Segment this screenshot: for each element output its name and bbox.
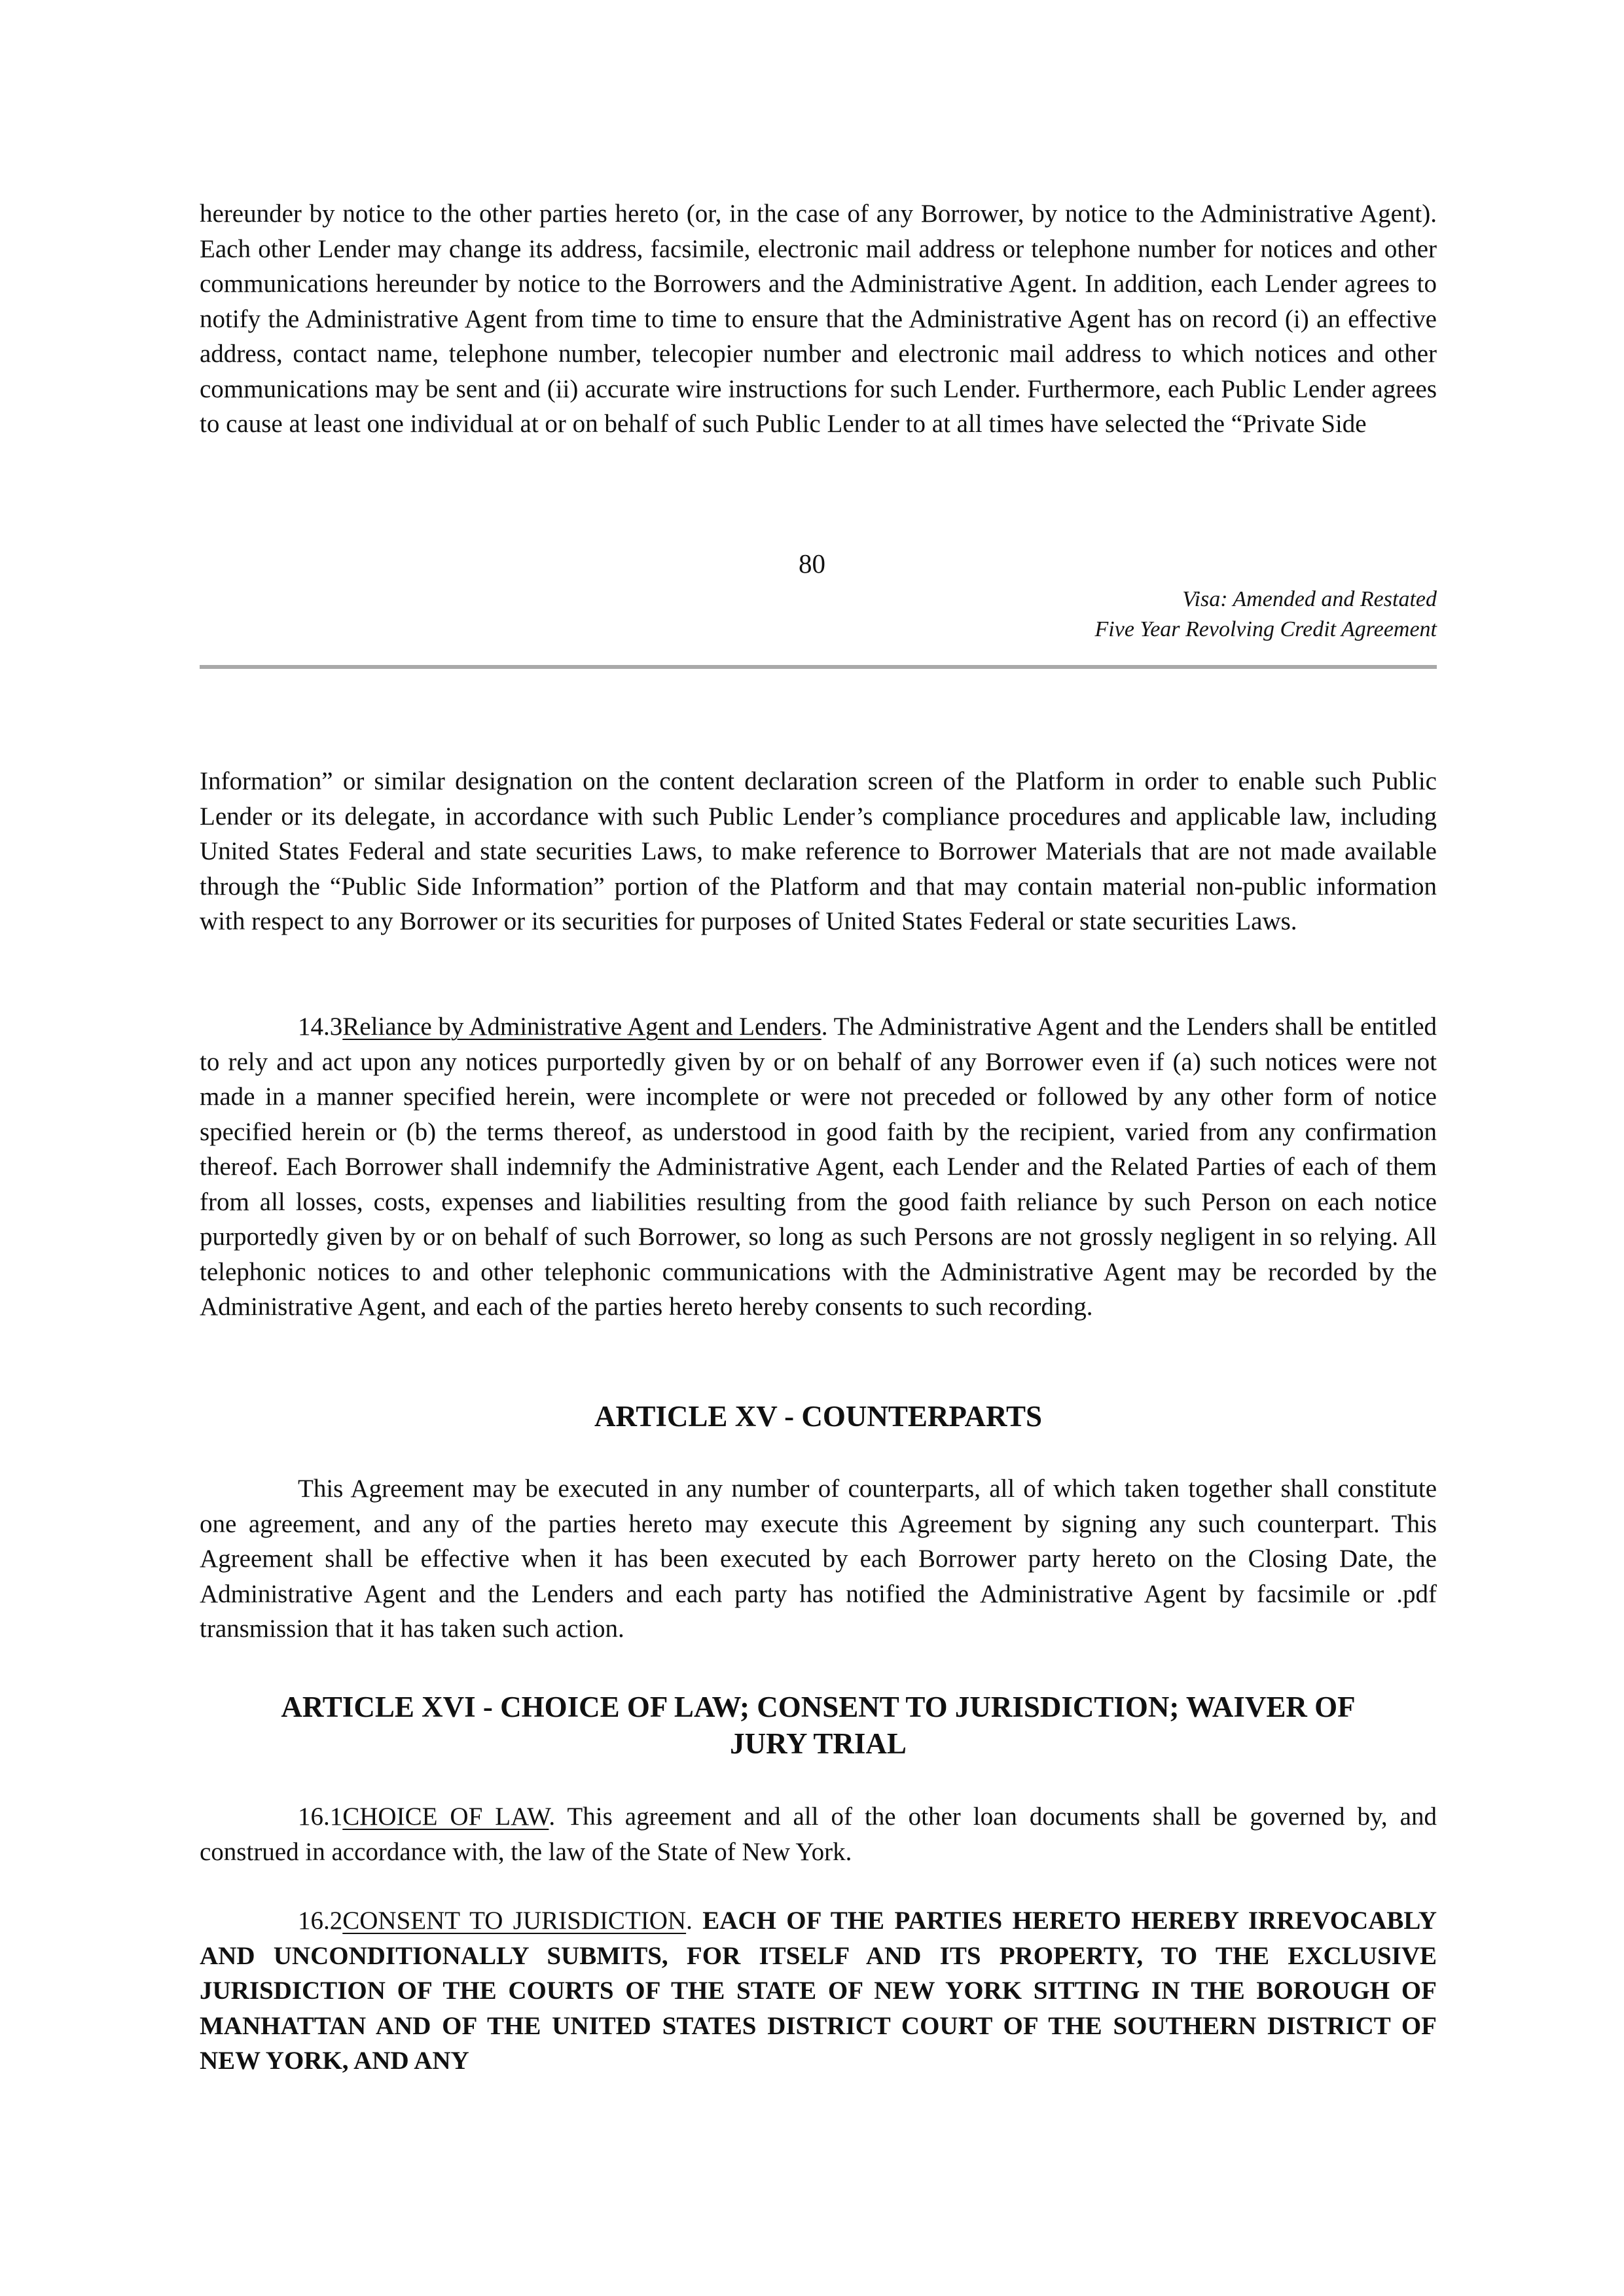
paragraph-notices-continued: hereunder by notice to the other parties hereto (or, in the case of any Borrower, by notice to the Administrative Agent). Each other Lender may change its address, facsimile, electronic mail address or telephone number for notices and other communications hereunder by notice to the Borrowers and the Administrative Agent. In addition, each Lender agrees to notify the Administrative Agent from time to time to ensure that the Administrative Agent has on record (i) an effective address, contact name, telephone number, telecopier number and electronic mail address to which notices and other communications may be sent and (ii) accurate wire instructions for such Lender. Furthermore, each Public Lender agrees to cause at least one individual at or on behalf of such Public Lender to at all times have selected the “Private Side [200, 200, 1437, 438]
section-14-3-body: . The Administrative Agent and the Lenders shall be entitled to rely and act upon any notices purportedly given by or on behalf of any Borrower even if (a) such notices were not made in a manner specified herein, were incomplete or were not preceded or followed by any other form of notice specified herein or (b) the terms thereof, as understood in good faith by the recipient, varied from any confirmation thereof. Each Borrower shall indemnify the Administrative Agent, each Lender and the Related Parties of each of them from all losses, costs, expenses and liabilities resulting from the good faith reliance by such Person on each notice purportedly given by or on behalf of such Borrower, so long as such Persons are not grossly negligent in so relying. All telephonic notices to and other telephonic communications with the Administrative Agent may be recorded by the Administrative Agent, and each of the parties hereto hereby consents to such recording. [200, 1013, 1437, 1321]
article-16-heading [200, 1689, 1437, 1762]
article-15-heading: ARTICLE XV - COUNTERPARTS [594, 1400, 1042, 1433]
section-16-2-number: 16.2 [298, 1907, 343, 1935]
section-16-1-body: . This agreement and all of the other loan documents shall be governed by, and construed in accordance with, the law of the State of New York. [200, 1803, 1437, 1866]
page-number: 80 [799, 548, 825, 579]
section-16-2-title: CONSENT TO JURISDICTION [342, 1907, 687, 1935]
section-16-1 [200, 1799, 1437, 1869]
footer-title-line2: Five Year Revolving Credit Agreement [1094, 617, 1437, 641]
article-15-body: This Agreement may be executed in any number of counterparts, all of which taken together shall constitute one agreement, and any of the parties hereto may execute this Agreement by signing any such counterpart. This Agreement shall be effective when it has been executed by each Borrower party hereto on the Closing Date, the Administrative Agent and the Lenders and each party has notified the Administrative Agent by facsimile or .pdf transmission that it has taken such action. [200, 1475, 1437, 1643]
section-16-1-title: CHOICE OF LAW [342, 1803, 549, 1831]
paragraph-private-side-information: Information” or similar designation on the content declaration screen of the Platform in order to enable such Public Lender or its delegate, in accordance with such Public Lender’s compliance procedures and applicable law, including United States Federal and state securities Laws, to make reference to Borrower Materials that are not made available through the “Public Side Information” portion of the Platform and that may contain material non-public information with respect to any Borrower or its securities for purposes of United States Federal or state securities Laws. [200, 767, 1437, 935]
section-14-3-number: 14.3 [298, 1013, 343, 1041]
page-break-divider [200, 665, 1437, 669]
article-16-heading-line2: JURY TRIAL [730, 1727, 907, 1760]
section-16-2-separator: . [686, 1907, 703, 1935]
section-14-3-title: Reliance by Administrative Agent and Lenders [342, 1013, 821, 1041]
section-14-3 [200, 1009, 1437, 1325]
article-16-heading-line1: ARTICLE XVI - CHOICE OF LAW; CONSENT TO JURISDICTION; WAIVER OF [281, 1691, 1356, 1723]
running-footer [651, 584, 1437, 645]
section-16-2 [200, 1903, 1437, 2079]
section-16-1-number: 16.1 [298, 1803, 343, 1831]
footer-title-line1: Visa: Amended and Restated [1182, 587, 1437, 611]
section-16-2-body: EACH OF THE PARTIES HERETO HEREBY IRREVOCABLY AND UNCONDITIONALLY SUBMITS, FOR ITSELF AND ITS PROPERTY, TO THE EXCLUSIVE JURISDICTION OF THE COURTS OF THE STATE OF NEW YORK SITTING IN THE BOROUGH OF MANHATTAN AND OF THE UNITED STATES DISTRICT COURT OF THE SOUTHERN DISTRICT OF NEW YORK, AND ANY [200, 1907, 1437, 2075]
